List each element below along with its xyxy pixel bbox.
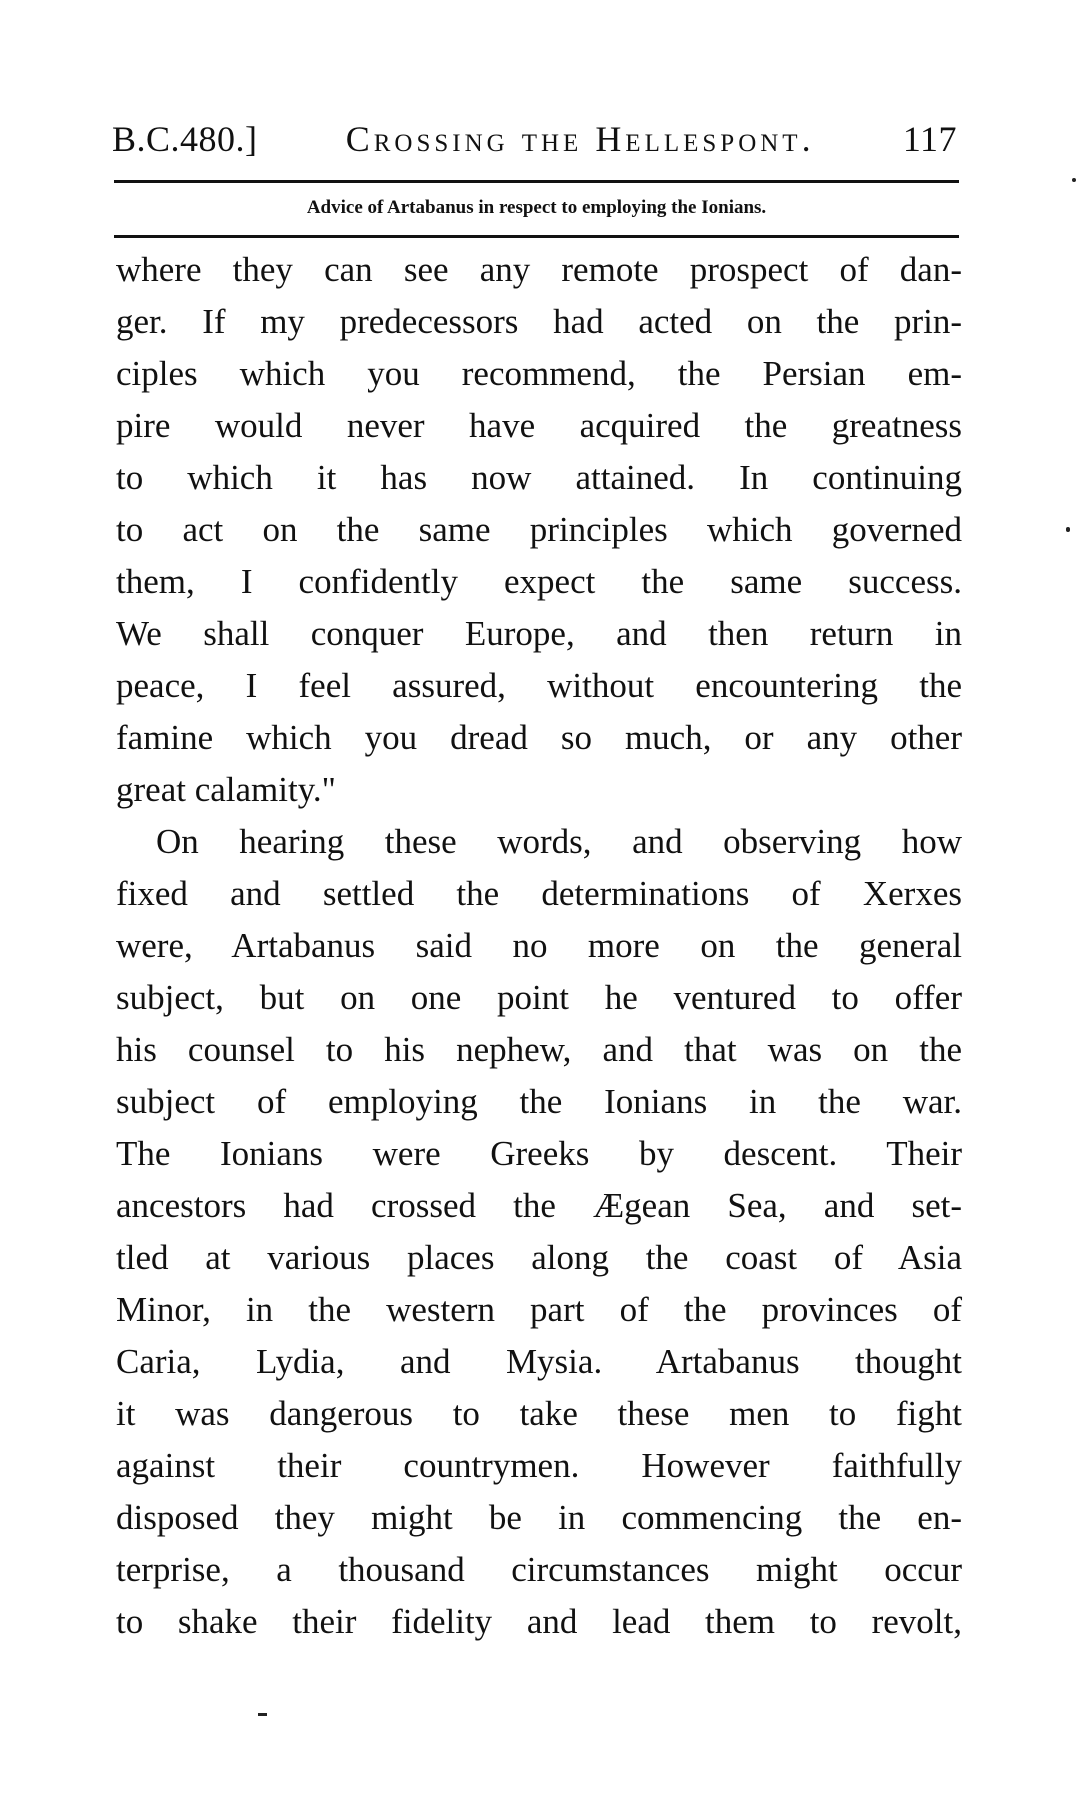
text-line: We shall conquer Europe, and then return in [116,614,962,653]
text-line: against their countrymen. However faithfully [116,1446,962,1485]
text-line: ciples which you recommend, the Persian em- [116,354,962,393]
text-line: to shake their fidelity and lead them to revolt, [116,1602,962,1641]
text-line: subject, but on one point he ventured to offer [116,978,962,1017]
text-line: terprise, a thousand circumstances might occur [116,1550,962,1589]
body-text [116,244,962,1648]
text-line: his counsel to his nephew, and that was on the [116,1030,962,1069]
text-line: The Ionians were Greeks by descent. Their [116,1134,962,1173]
header-rule-top [114,180,959,183]
scan-speck [1072,178,1076,182]
text-line: it was dangerous to take these men to fight [116,1394,962,1433]
text-line: On hearing these words, and observing how [156,822,962,861]
text-line: tled at various places along the coast of Asia [116,1238,962,1277]
text-line: disposed they might be in commencing the en- [116,1498,962,1537]
text-line: them, I confidently expect the same success. [116,562,962,601]
text-line: were, Artabanus said no more on the general [116,926,962,965]
header-rule-bottom [114,235,959,238]
scan-speck [1066,527,1070,532]
section-subheading: Advice of Artabanus in respect to employing the Ionians. [306,197,767,218]
date-range-label: B.C.480.] [112,119,258,159]
running-header [112,118,957,166]
text-line: ger. If my predecessors had acted on the prin- [116,302,962,341]
text-line: where they can see any remote prospect of dan- [116,250,962,289]
text-line: peace, I feel assured, without encountering the [116,666,962,705]
page-number: 117 [902,119,957,159]
text-line: Minor, in the western part of the provinces of [116,1290,962,1329]
text-line: to which it has now attained. In continuing [116,458,962,497]
chapter-title: Crossing the Hellespont. [345,119,815,159]
text-line: fixed and settled the determinations of Xerxes [116,874,962,913]
text-line: famine which you dread so much, or any other [116,718,962,757]
text-line: to act on the same principles which governed [116,510,962,549]
text-line: subject of employing the Ionians in the war. [116,1082,962,1121]
text-line: ancestors had crossed the Ægean Sea, and set- [116,1186,962,1225]
scan-speck [258,1713,267,1716]
text-line: great calamity." [116,770,336,809]
text-line: Caria, Lydia, and Mysia. Artabanus thought [116,1342,962,1381]
text-line: pire would never have acquired the greatness [116,406,962,445]
